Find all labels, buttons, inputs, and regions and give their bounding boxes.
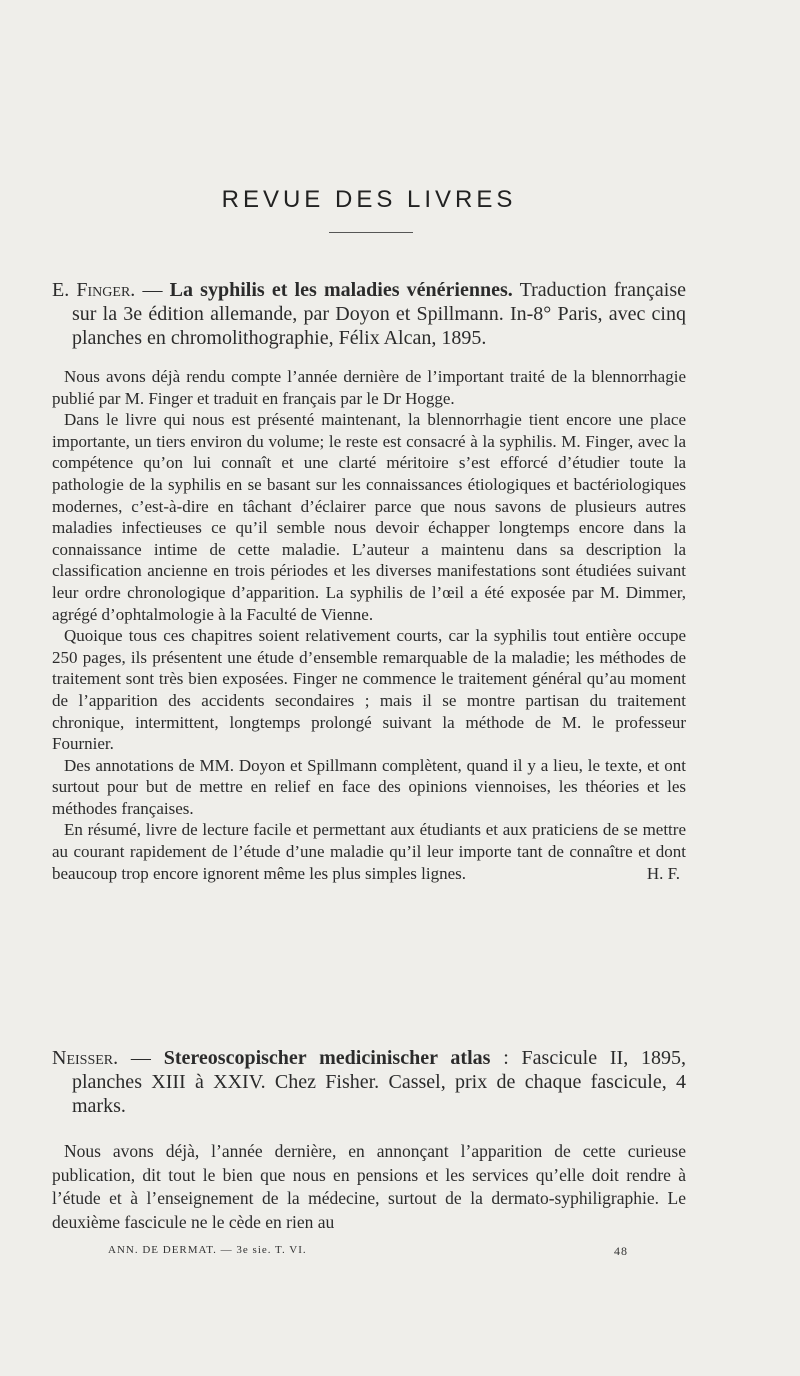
review-book-title: La syphilis et les maladies vénériennes.: [169, 279, 513, 301]
review-paragraph: Nous avons déjà, l’année dernière, en annonçant l’apparition de cette curieuse publication, dit tout le bien que nous en pensions et les services qu’elle doit rendre à l’étude et à l’enseignement de la médecine, surtout de la dermato-syphiligraphie. Le deuxième fascicule ne le cède en rien au: [52, 1141, 686, 1232]
reviewer-signature: H. F.: [646, 863, 680, 883]
review-paragraph-text: En résumé, livre de lecture facile et permettant aux étudiants et aux praticiens de se mettre au courant rapidement de l’étude d’une maladie qu’il leur importe tant de connaître et dont beaucoup trop encore ignorent même les plus simples lignes.: [52, 820, 686, 883]
signature-mark: 48: [614, 1244, 628, 1258]
book-page: [52, 0, 686, 1376]
review-book-title: Stereoscopischer medicinischer atlas: [163, 1047, 491, 1069]
review-dash: —: [135, 279, 170, 301]
review-details: Traduction française sur la 3e édition allemande, par Doyon et Spillmann. In-8° Paris, avec cinq planches en chromolithographie, Félix Alcan, 1895.: [72, 279, 686, 349]
review-paragraph: Des annotations de MM. Doyon et Spillmann complètent, quand il y a lieu, le texte, et ont surtout pour but de mettre en relief en face des opinions viennoises, les théories et les méthodes françaises.: [52, 755, 686, 818]
review-heading-finger: [52, 278, 686, 350]
review-details: : Fascicule II, 1895, planches XIII à XXIV. Chez Fisher. Cassel, prix de chaque fascicule, 4 marks.: [72, 1047, 687, 1117]
review-dash: —: [118, 1047, 164, 1069]
review-body-finger: [52, 366, 686, 884]
running-head: ANN. DE DERMAT. — 3e sie. T. VI.: [108, 1244, 307, 1256]
section-title: REVUE DES LIVRES: [221, 186, 517, 213]
review-paragraph: Nous avons déjà rendu compte l’année dernière de l’important traité de la blennorrhagie publié par M. Finger et traduit en français par le Dr Hogge.: [52, 367, 686, 408]
review-paragraph: Quoique tous ces chapitres soient relativement courts, car la syphilis tout entière occupe 250 pages, ils présentent une étude d’ensemble remarquable de la maladie; les méthodes de traitement sont très bien exposées. Finger ne commence le traitement général qu’au moment de l’apparition des accidents secondaires ; mais il se montre partisan du traitement chronique, intermittent, longtemps prolongé suivant la méthode de M. le professeur Fournier.: [52, 626, 686, 754]
review-heading-neisser: [52, 1046, 686, 1118]
review-paragraph-last: [52, 819, 686, 884]
review-author: Neisser.: [52, 1047, 119, 1069]
title-divider: [329, 232, 413, 233]
review-author: E. Finger.: [52, 279, 136, 301]
review-body-neisser: [52, 1140, 686, 1234]
review-paragraph: Dans le livre qui nous est présenté maintenant, la blennorrhagie tient encore une place importante, un tiers environ du volume; le reste est consacré à la syphilis. M. Finger, avec la compétence qu’on lui connaît et une clarté méritoire s’est efforcé d’étudier toute la pathologie de la syphilis en se basant sur les connaissances étiologiques et bactériologiques modernes, c’est-à-dire en tâchant d’éclairer parce que nous savons de plusieurs autres maladies infectieuses ce qu’il semble nous devoir échapper longtemps encore dans la connaissance intime de cette maladie. L’auteur a maintenu dans sa description la classification ancienne en trois périodes et les diverses manifestations sont étudiées suivant leur ordre chronologique d’apparition. La syphilis de l’œil a été exposée par M. Dimmer, agrégé d’ophtalmologie à la Faculté de Vienne.: [52, 410, 686, 624]
